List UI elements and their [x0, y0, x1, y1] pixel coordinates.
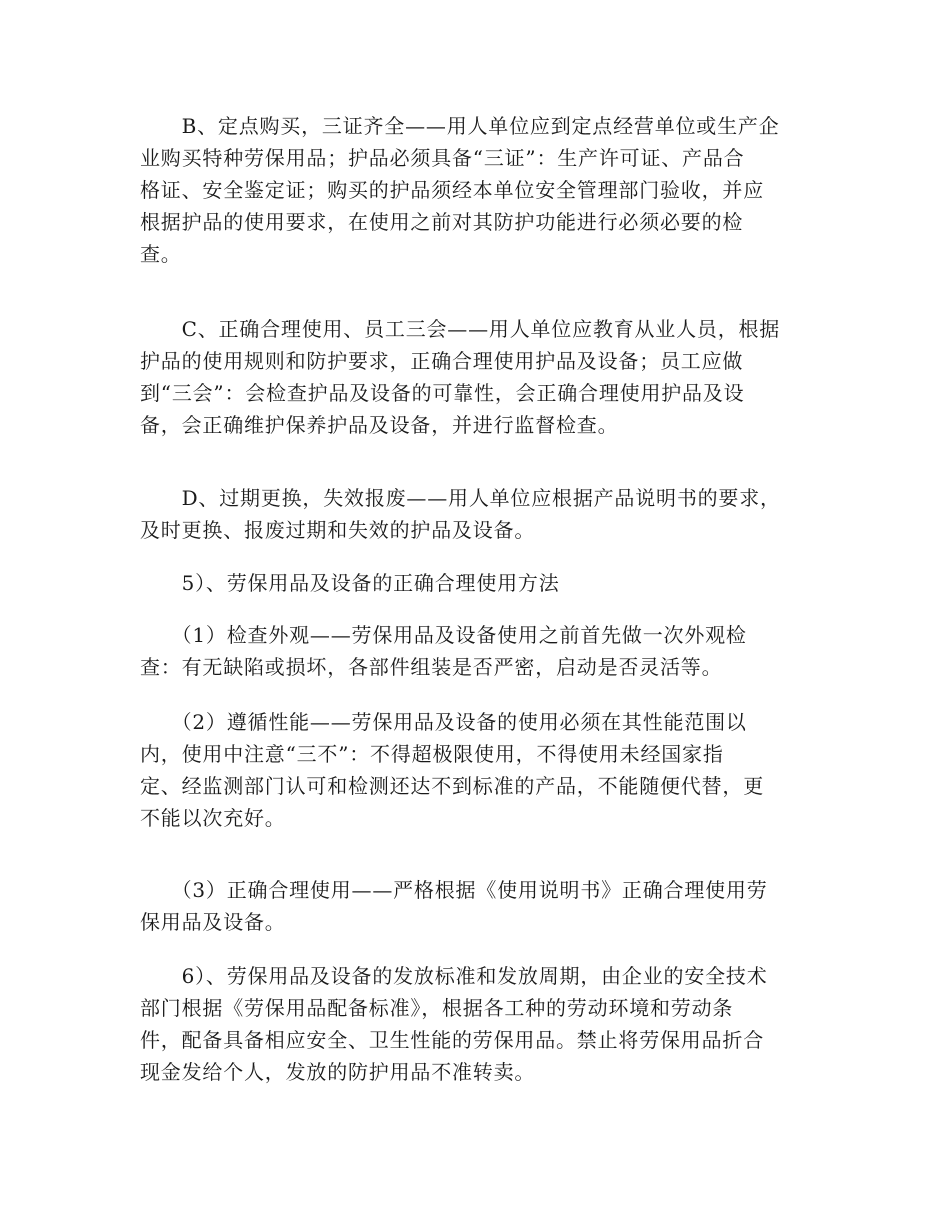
- text-line: 护品的使用规则和防护要求，正确合理使用护品及设备；员工应做: [140, 349, 744, 373]
- text-line: 及时更换、报废过期和失效的护品及设备。: [140, 518, 536, 542]
- paragraph-6-issue-standards: [140, 960, 820, 1088]
- text-line: 现金发给个人，发放的防护用品不准转卖。: [140, 1060, 536, 1084]
- text-line: 查。: [140, 242, 182, 266]
- text-line: （2）遵循性能——劳保用品及设备的使用必须在其性能范围以: [140, 710, 747, 734]
- text-line: B、定点购买，三证齐全——用人单位应到定点经营单位或生产企: [140, 114, 780, 138]
- text-line: 根据护品的使用要求，在使用之前对其防护功能进行必须必要的检: [140, 210, 744, 234]
- text-line: （3）正确合理使用——严格根据《使用说明书》正确合理使用劳: [140, 878, 768, 902]
- text-line: 不能以次充好。: [140, 806, 286, 830]
- section-heading: 5）、劳保用品及设备的正确合理使用方法: [140, 571, 560, 595]
- text-line: 件，配备具备相应安全、卫生性能的劳保用品。禁止将劳保用品折合: [140, 1028, 764, 1052]
- text-line: 定、经监测部门认可和检测还达不到标准的产品，不能随便代替，更: [140, 774, 764, 798]
- paragraph-3-correct-use: [140, 874, 820, 938]
- paragraph-1-inspect-appearance: [140, 619, 820, 683]
- text-line: 6）、劳保用品及设备的发放标准和发放周期，由企业的安全技术: [140, 964, 768, 988]
- text-line: C、正确合理使用、员工三会——用人单位应教育从业人员，根据: [140, 317, 781, 341]
- text-line: （1）检查外观——劳保用品及设备使用之前首先做一次外观检: [140, 623, 747, 647]
- paragraph-2-follow-performance: [140, 706, 820, 834]
- text-line: 备，会正确维护保养护品及设备，并进行监督检查。: [140, 413, 619, 437]
- text-line: 格证、安全鉴定证；购买的护品须经本单位安全管理部门验收，并应: [140, 178, 764, 202]
- text-line: 部门根据《劳保用品配备标准》，根据各工种的劳动环境和劳动条: [140, 996, 734, 1020]
- text-line: 保用品及设备。: [140, 910, 286, 934]
- text-line: 业购买特种劳保用品；护品必须具备“三证”：生产许可证、产品合: [140, 146, 745, 170]
- text-line: D、过期更换，失效报废——用人单位应根据产品说明书的要求，: [140, 486, 781, 510]
- paragraph-c-correct-use: [140, 313, 820, 441]
- paragraph-d-replacement: [140, 482, 820, 546]
- paragraph-5-usage-methods: [140, 567, 820, 599]
- text-line: 到“三会”：会检查护品及设备的可靠性，会正确合理使用护品及设: [140, 381, 745, 405]
- text-line: 查：有无缺陷或损坏，各部件组装是否严密，启动是否灵活等。: [140, 655, 723, 679]
- text-line: 内，使用中注意“三不”：不得超极限使用，不得使用未经国家指: [140, 742, 724, 766]
- paragraph-b-purchase: [140, 110, 820, 270]
